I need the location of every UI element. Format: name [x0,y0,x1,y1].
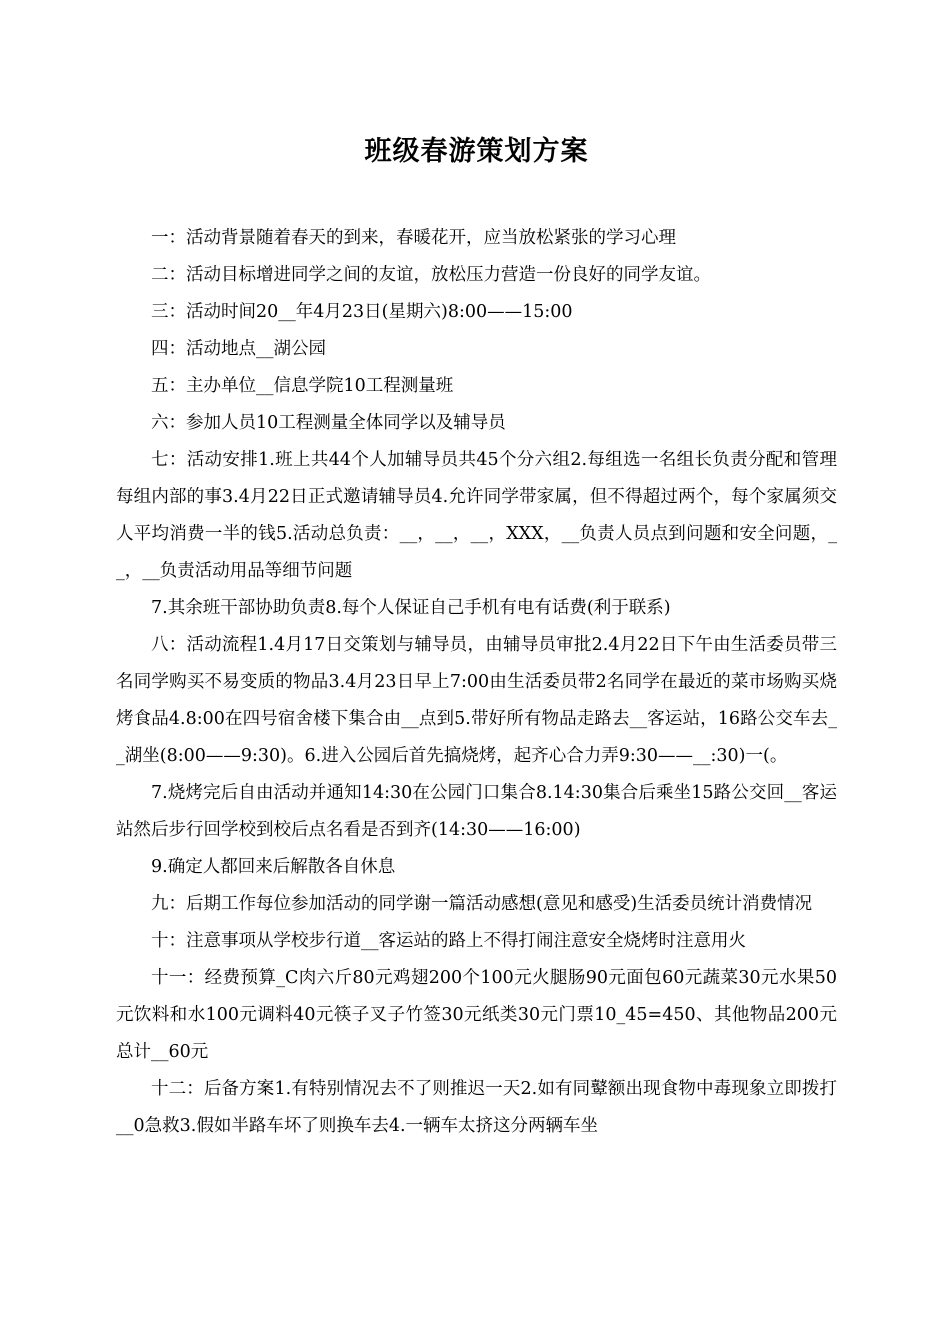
paragraph-arrangement-cont: 7.其余班干部协助负责8.每个人保证自己手机有电有话费(利于联系) [151,598,671,618]
paragraph-participants: 六：参加人员10工程测量全体同学以及辅导员 [151,413,506,433]
paragraph-process: 八：活动流程1.4月17日交策划与辅导员，由辅导员审批2.4月22日下午由生活委员带三名同学购买不易变质的物品3.4月23日早上7:00由生活委员带2名同学在最近的菜市场购买烧烤食品4.8:00在四号宿舍楼下集合由__点到5.带好所有物品走路去__客运站，16路公交车去__湖坐(8:00——9:30)。6.进入公园后首先搞烧烤，起齐心合力弄9:30——__:30)一(。 [116,635,837,766]
document-title: 班级春游策划方案 [364,136,589,167]
paragraph-background: 一：活动背景随着春天的到来，春暖花开，应当放松紧张的学习心理 [151,228,676,248]
paragraph-notes: 十：注意事项从学校步行道__客运站的路上不得打闹注意安全烧烤时注意用火 [151,931,746,951]
paragraph-organizer: 五：主办单位__信息学院10工程测量班 [151,376,454,396]
paragraph-goal: 二：活动目标增进同学之间的友谊，放松压力营造一份良好的同学友谊。 [151,265,711,285]
paragraph-time: 三：活动时间20__年4月23日(星期六)8:00——15:00 [151,302,573,322]
paragraph-arrangement: 七：活动安排1.班上共44个人加辅导员共45个分六组2.每组选一名组长负责分配和管理每组内部的事3.4月22日正式邀请辅导员4.允许同学带家属，但不得超过两个，每个家属须交人平均消费一半的钱5.活动总负责：__，__，__，XXX，__负责人员点到问题和安全问题，__，__负责活动用品等细节问题 [116,450,837,581]
paragraph-backup: 十二：后备方案1.有特别情况去不了则推迟一天2.如有同鼙额出现食物中毒现象立即拨打__0急救3.假如半路车坏了则换车去4.一辆车太挤这分两辆车坐 [116,1079,837,1136]
paragraph-followup: 九：后期工作每位参加活动的同学谢一篇活动感想(意见和感受)生活委员统计消费情况 [151,894,813,914]
paragraph-process-end: 9.确定人都回来后解散各自休息 [151,857,396,877]
paragraph-budget: 十一：经费预算_C肉六斤80元鸡翅200个100元火腿肠90元面包60元蔬菜30元水果50元饮料和水100元调料40元筷子叉子竹签30元纸类30元门票10_45=450、其他物品200元总计__60元 [116,968,837,1062]
paragraph-location: 四：活动地点__湖公园 [151,339,326,359]
paragraph-process-cont: 7.烧烤完后自由活动并通知14:30在公园门口集合8.14:30集合后乘坐15路公交回__客运站然后步行回学校到校后点名看是否到齐(14:30——16:00) [116,783,837,840]
